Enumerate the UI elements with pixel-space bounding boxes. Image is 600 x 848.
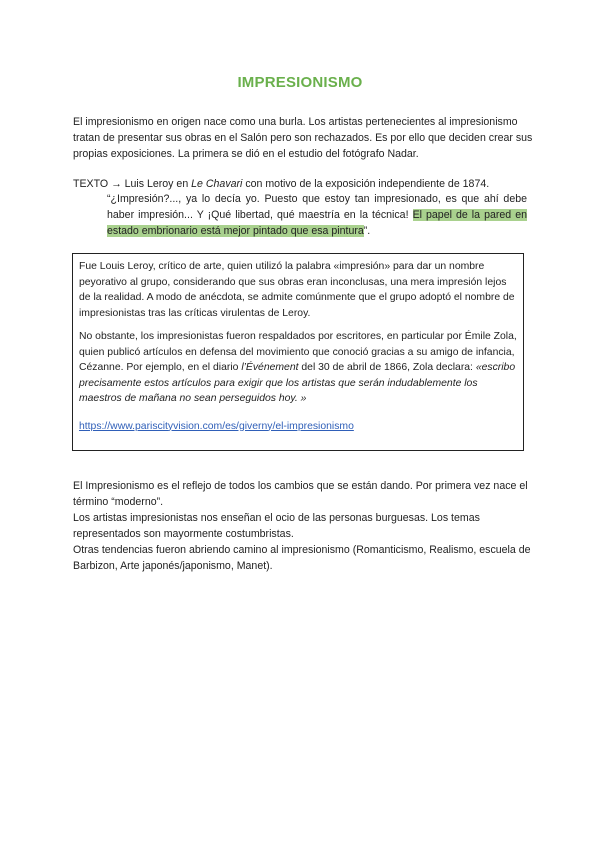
texto-suffix: con motivo de la exposición independiente de 1874. xyxy=(242,178,490,190)
quote-end: ”. xyxy=(363,225,371,237)
box-p2-start: No obstante, los impresionistas fueron respaldados por escritores, en particular por Émile Zola, quien publicó artículos en defensa del movimiento que conoció gracias a su amigo de infancia, Cézanne. Por ejemplo, en el diario xyxy=(79,331,517,373)
box-paragraph-1: Fue Louis Leroy, crítico de arte, quien utilizó la palabra «impresión» para dar un nombre peyorativo al grupo, considerando que sus obras eran inconclusas, una mera impresión lejos de la realidad. A modo de anécdota, se admite comúnmente que el grupo adoptó el nombre de impresionistas tras las críticas virulentas de Leroy. xyxy=(79,261,515,319)
outro-paragraph-1: El Impresionismo es el reflejo de todos los cambios que se están dando. Por primera vez nace el término “moderno”. xyxy=(73,480,528,508)
box-paragraph-2 xyxy=(79,329,517,407)
leroy-quote xyxy=(107,191,527,239)
source-link[interactable]: https://www.pariscityvision.com/es/giverny/el-impresionismo xyxy=(79,420,354,432)
info-box xyxy=(72,253,524,451)
box-p2-quote: «escribo precisamente estos artículos para exigir que los artistas que serán indudablemente los maestros de mañana no sean perseguidos hoy. » xyxy=(79,362,516,404)
quote-highlight: El papel de la pared en estado embrionario está mejor pintado que esa pintura xyxy=(107,209,527,237)
outro-paragraph-3: Otras tendencias fueron abriendo camino al impresionismo (Romanticismo, Realismo, escuela de Barbizon, Arte japonés/japonismo, Manet). xyxy=(73,544,531,572)
quote-text: “¿Impresión?..., ya lo decía yo. Puesto que estoy tan impresionado, es que ahí debe haber impresión... Y ¡Qué libertad, qué maestría en la técnica! xyxy=(107,193,527,221)
intro-paragraph: El impresionismo en origen nace como una burla. Los artistas pertenecientes al impresionismo tratan de presentar sus obras en el Salón pero son rechazados. Es por ello que deciden crear sus propias exposiciones. La primera se dió en el estudio del fotógrafo Nadar. xyxy=(73,116,533,160)
box-p2-mid: del 30 de abril de 1866, Zola declara: xyxy=(298,362,476,373)
texto-prefix: TEXTO → Luis Leroy en xyxy=(73,178,192,190)
texto-line xyxy=(73,176,533,192)
newspaper-name: Le Chavari xyxy=(191,178,243,190)
page-title: IMPRESIONISMO xyxy=(237,74,363,91)
outro-paragraph-2: Los artistas impresionistas nos enseñan el ocio de las personas burguesas. Los temas representados son mayormente costumbristas. xyxy=(73,512,480,540)
box-p2-paper: l’Événement xyxy=(241,362,299,373)
outro-section xyxy=(73,478,533,574)
